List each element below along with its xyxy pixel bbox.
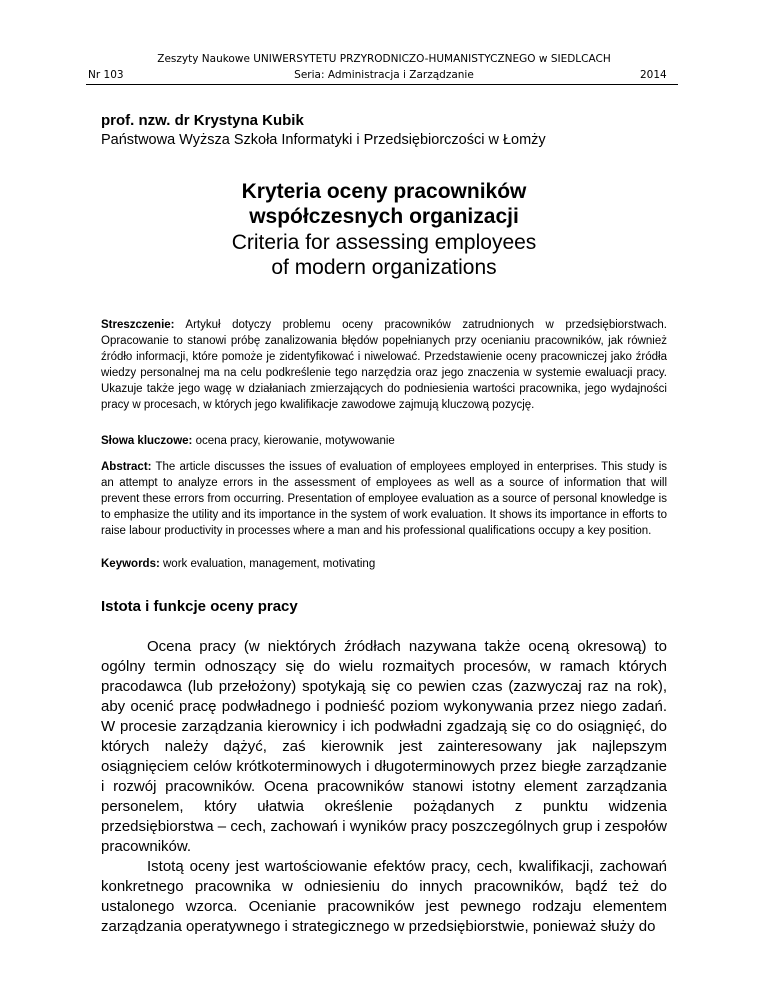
section-body [101,637,667,937]
streszczenie-label: Streszczenie: [101,319,175,331]
keywords-label: Keywords: [101,558,160,570]
streszczenie-block [101,317,667,413]
abstract-text: The article discusses the issues of evaluation of employees employed in enterprises. This study is an attempt to analyze errors in the assessment of employees as well as a source of information that will prevent these errors from occurring. Presentation of employee evaluation as a source of personal knowledge is to emphasize the utility and its importance in the system of work evaluation. It shows its importance in efforts to raise labour productivity in processes where a man and his professional qualifications occupy a key position. [101,461,667,537]
slowa-kluczowe-text: ocena pracy, kierowanie, motywowanie [192,435,395,447]
abstract-block [101,459,667,539]
keywords-block [101,556,667,572]
journal-name: Zeszyty Naukowe UNIWERSYTETU PRZYRODNICZO-HUMANISTYCZNEGO w SIEDLCACH [157,53,611,65]
slowa-kluczowe-label: Słowa kluczowe: [101,435,193,447]
slowa-kluczowe-block [101,433,667,449]
streszczenie-text: Artykuł dotyczy problemu oceny pracowników zatrudnionych w przedsiębiorstwach. Opracowanie to stanowi próbę zanalizowania błędów popełnianych przy ocenianiu pracowników, jak również źródło informacji, które pomoże je zidentyfikować i niwelować. Przedstawienie oceny pracowniczej jako źródła wiedzy personalnej ma na celu podkreślenie tego narzędzia oraz jego znaczenia w systemie ewaluacji pracy. Ukazuje także jego wagę w działaniach zmierzających do podniesienia wartości pracownika, jego wydajności pracy w procesach, w których jego kwalifikacje zawodowe zajmują kluczową pozycję. [101,319,667,411]
header-rule [86,84,678,85]
title-polish-line2: współczesnych organizacji [249,205,519,228]
section-heading: Istota i funkcje oceny pracy [101,598,298,615]
journal-series: Seria: Administracja i Zarządzanie [294,69,474,81]
keywords-text: work evaluation, management, motivating [159,558,376,570]
body-paragraph-1: Ocena pracy (w niektórych źródłach nazywana także oceną okresową) to ogólny termin odnoszący się do wielu rozmaitych procesów, w ramach których pracodawca (lub przełożony) spotykają się co pewien czas (zazwyczaj raz na rok), aby ocenić pracę podwładnego i podnieść poziom wykonywania przez niego zadań. W procesie zarządzania kierownicy i ich podwładni zgadzają się co do osiągnięć, do których należy dążyć, zaś kierownik jest zainteresowany jak najlepszym osiągnięciem celów krótkoterminowych i długoterminowych przez biegłe zarządzanie i rozwój pracowników. Ocena pracowników stanowi istotny element zarządzania personelem, który ułatwia określenie pożądanych z punktu widzenia przedsiębiorstwa – cech, zachowań i wyników pracy poszczególnych grup i zespołów pracowników. [101,638,667,855]
title-english-line2: of modern organizations [271,256,497,279]
author-affiliation: Państwowa Wyższa Szkoła Informatyki i Przedsiębiorczości w Łomży [101,132,546,148]
author-name: prof. nzw. dr Krystyna Kubik [101,112,304,129]
abstract-label: Abstract: [101,461,152,473]
title-polish-line1: Kryteria oceny pracowników [241,180,527,203]
issue-year: 2014 [640,69,667,81]
title-english-line1: Criteria for assessing employees [231,231,537,254]
body-paragraph-2: Istotą oceny jest wartościowanie efektów pracy, cech, kwalifikacji, zachowań konkretnego pracownika w odniesieniu do innych pracowników, bądź też do ustalonego wzorca. Ocenianie pracowników jest pewnego rodzaju elementem zarządzania operatywnego i strategicznego w przedsiębiorstwie, ponieważ służy do [101,858,667,935]
issue-number: Nr 103 [88,69,124,81]
